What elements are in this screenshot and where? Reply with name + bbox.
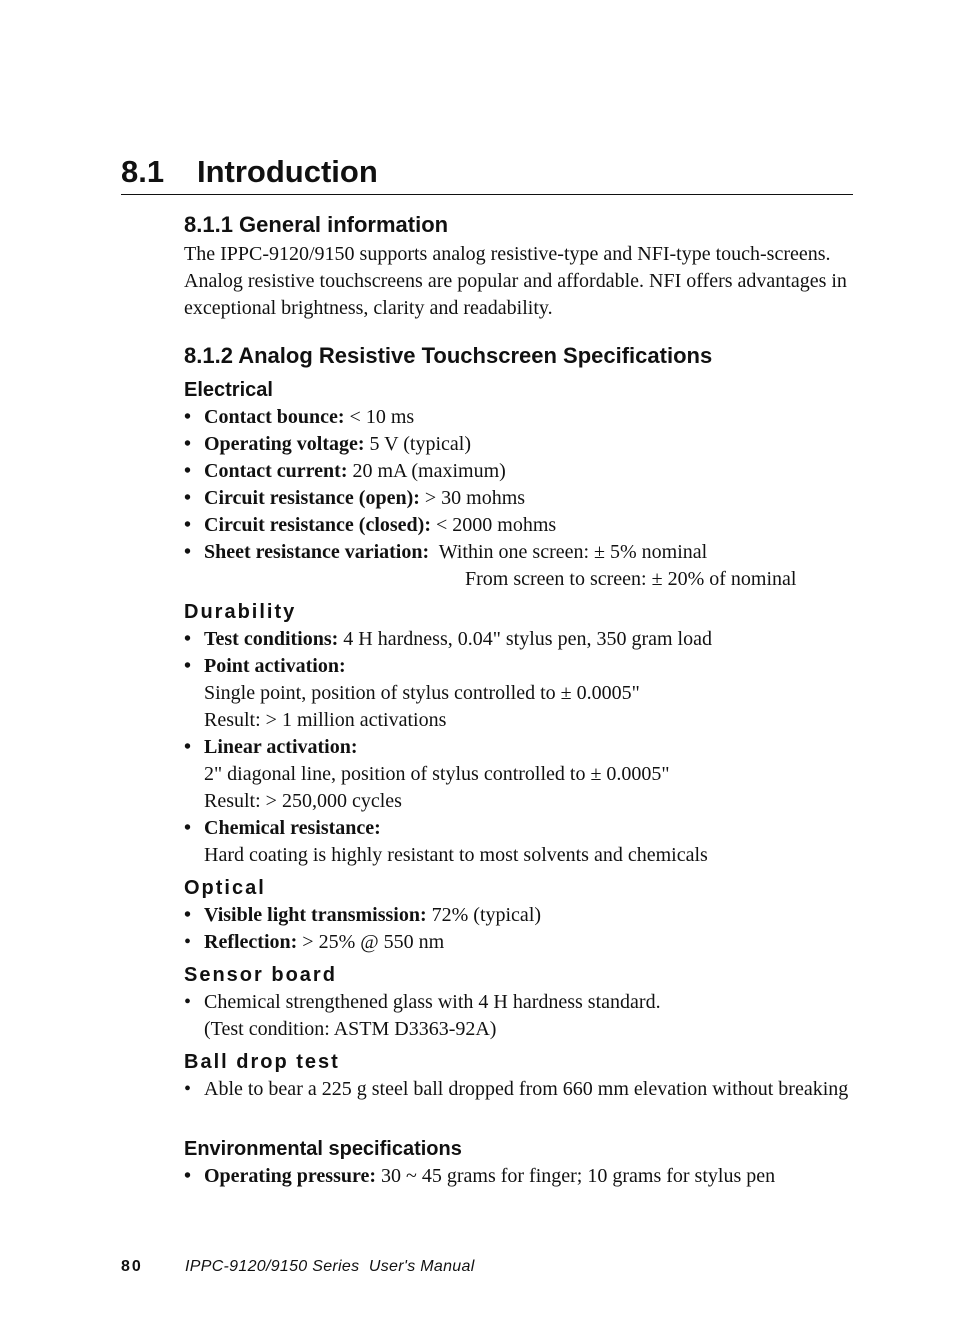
environmental-heading: Environmental specifications (184, 1138, 462, 1160)
page-number: 80 (121, 1258, 143, 1275)
list-item: • Point activation: Single point, position of stylus controlled to ± 0.0005" Result: > 1 million activations (184, 655, 640, 731)
list-item: • Visible light transmission: 72% (typical) (184, 904, 542, 926)
specifications-heading: 8.1.2 Analog Resistive Touchscreen Specifications (184, 343, 713, 368)
optical-heading: Optical (184, 877, 266, 899)
list-item: • Contact bounce: < 10 ms (184, 406, 415, 428)
list-item: • Linear activation: 2" diagonal line, position of stylus controlled to ± 0.0005" Result: > 250,000 cycles (184, 736, 670, 812)
list-item: • Operating voltage: 5 V (typical) (184, 433, 471, 455)
list-item: • Test conditions: 4 H hardness, 0.04" stylus pen, 350 gram load (184, 628, 712, 650)
page-footer (121, 1256, 475, 1278)
list-item: • Circuit resistance (open): > 30 mohms (184, 487, 526, 509)
durability-heading: Durability (184, 601, 297, 623)
environmental-list (184, 1163, 854, 1190)
general-information-heading: 8.1.1 General information (184, 212, 449, 237)
list-item: • Sheet resistance variation: Within one screen: ± 5% nominal From screen to screen: ± 20% of nominal (184, 541, 797, 590)
list-item: • Able to bear a 225 g steel ball dropped from 660 mm elevation without breaking (184, 1078, 849, 1100)
list-item: • Chemical strengthened glass with 4 H hardness standard. (Test condition: ASTM D3363-92A) (184, 991, 661, 1040)
list-item: • Contact current: 20 mA (maximum) (184, 460, 506, 482)
list-item: • Operating pressure: 30 ~ 45 grams for finger; 10 grams for stylus pen (184, 1165, 776, 1187)
general-information-text: The IPPC-9120/9150 supports analog resistive-type and NFI-type touch-screens. Analog resistive touchscreens are popular and affordable. NFI offers advantages in exceptional brightness, clarity and readability. (184, 243, 847, 319)
list-item: • Reflection: > 25% @ 550 nm (184, 931, 445, 953)
ball-drop-heading: Ball drop test (184, 1051, 340, 1073)
section-title: Introduction (197, 154, 378, 189)
durability-list (184, 626, 854, 869)
manual-title: IPPC-9120/9150 Series User's Manual (185, 1258, 475, 1275)
sensor-board-list (184, 989, 854, 1043)
electrical-heading: Electrical (184, 379, 273, 401)
list-item: • Chemical resistance: Hard coating is highly resistant to most solvents and chemicals (184, 817, 708, 866)
list-item: • Circuit resistance (closed): < 2000 mohms (184, 514, 557, 536)
section-number: 8.1 (121, 154, 165, 189)
electrical-list (184, 404, 854, 593)
section-heading (121, 152, 853, 195)
ball-drop-list (184, 1076, 854, 1103)
sensor-board-heading: Sensor board (184, 964, 337, 986)
optical-list (184, 902, 854, 956)
